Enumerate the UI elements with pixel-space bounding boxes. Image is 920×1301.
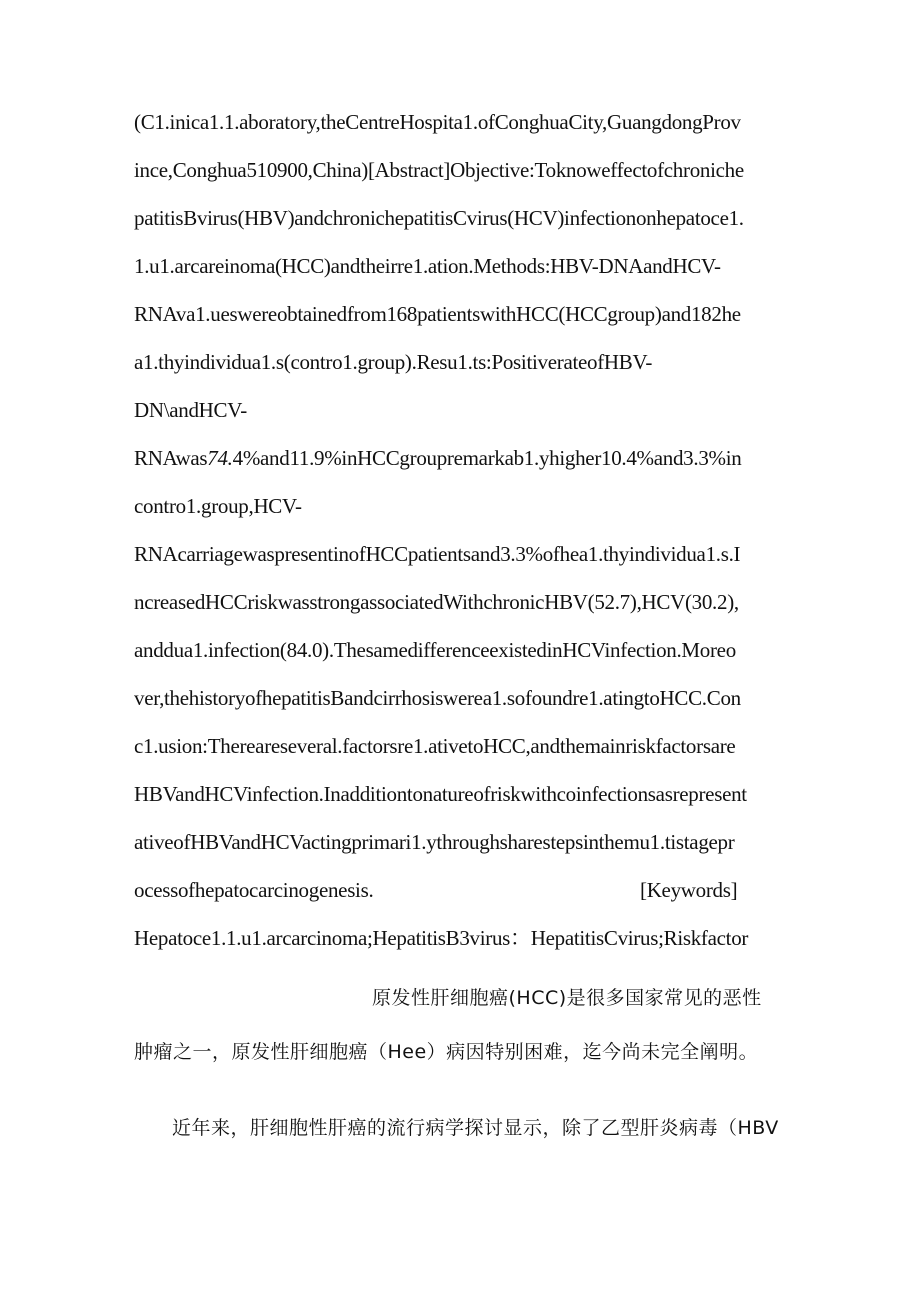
abstract-line-10: RNAcarriagewaspresentinofHCCpatientsand3.3%ofhea1.thyindividua1.s.I: [134, 542, 741, 566]
abstract-line-16: ativeofHBVandHCVactingprimari1.ythroughsharestepsinthemu1.tistagepr: [134, 830, 735, 854]
abstract-line-3: patitisBvirus(HBV)andchronichepatitisCvirus(HCV)infectiononhepatoce1.: [134, 206, 744, 230]
chinese-para1-line2: 肿瘤之一，原发性肝细胞癌（Hee）病因特别困难，迄今尚未完全阐明。: [134, 1041, 759, 1063]
abstract-line-17: [134, 870, 794, 910]
chinese-para1-line1: 原发性肝细胞癌(HCC)是很多国家常见的恶性: [372, 987, 762, 1009]
chinese-para2-line1: 近年来，肝细胞性肝癌的流行病学探讨显示，除了乙型肝炎病毒（HBV: [172, 1117, 779, 1139]
line8-suffix: 4%and11.9%inHCCgroupremarkab1.yhigher10.4%and3.3%in: [232, 446, 742, 470]
keywords-line: Hepatoce1.1.u1.arcarcinoma;HepatitisB3virus：HepatitisCvirus;Riskfactor: [134, 926, 749, 950]
abstract-line-5: RNAva1.ueswereobtainedfrom168patientswithHCC(HCCgroup)and182he: [134, 302, 741, 326]
abstract-line-2: ince,Conghua510900,China)[Abstract]Objective:Toknoweffectofchroniche: [134, 158, 744, 182]
abstract-line-6: a1.thyindividua1.s(contro1.group).Resu1.ts:PositiverateofHBV-: [134, 350, 653, 374]
abstract-line-11: ncreasedHCCriskwasstrongassociatedWithchronicHBV(52.7),HCV(30.2),: [134, 590, 739, 614]
abstract-closing-text: ocessofhepatocarcinogenesis.: [134, 878, 374, 902]
abstract-line-4: 1.u1.arcareinoma(HCC)andtheirre1.ation.Methods:HBV-DNAandHCV-: [134, 254, 721, 278]
abstract-line-14: c1.usion:Thereareseveral.factorsre1.ativetoHCC,andthemainriskfactorsare: [134, 734, 736, 758]
abstract-line-1: (C1.inica1.1.aboratory,theCentreHospita1.ofConghuaCity,GuangdongProv: [134, 110, 741, 134]
keywords-label: [Keywords]: [640, 878, 738, 902]
abstract-line-8: [134, 438, 794, 478]
abstract-line-12: anddua1.infection(84.0).ThesamedifferenceexistedinHCVinfection.Moreo: [134, 638, 736, 662]
line8-prefix: RNAwas: [134, 446, 208, 470]
abstract-line-13: ver,thehistoryofhepatitisBandcirrhosiswerea1.sofoundre1.atingtoHCC.Con: [134, 686, 741, 710]
abstract-line-9: contro1.group,HCV-: [134, 494, 302, 518]
line8-italic-value: 74.: [207, 446, 233, 470]
abstract-line-15: HBVandHCVinfection.Inadditiontonatureofriskwithcoinfectionsasrepresent: [134, 782, 747, 806]
abstract-line-7: DN\andHCV-: [134, 398, 247, 422]
